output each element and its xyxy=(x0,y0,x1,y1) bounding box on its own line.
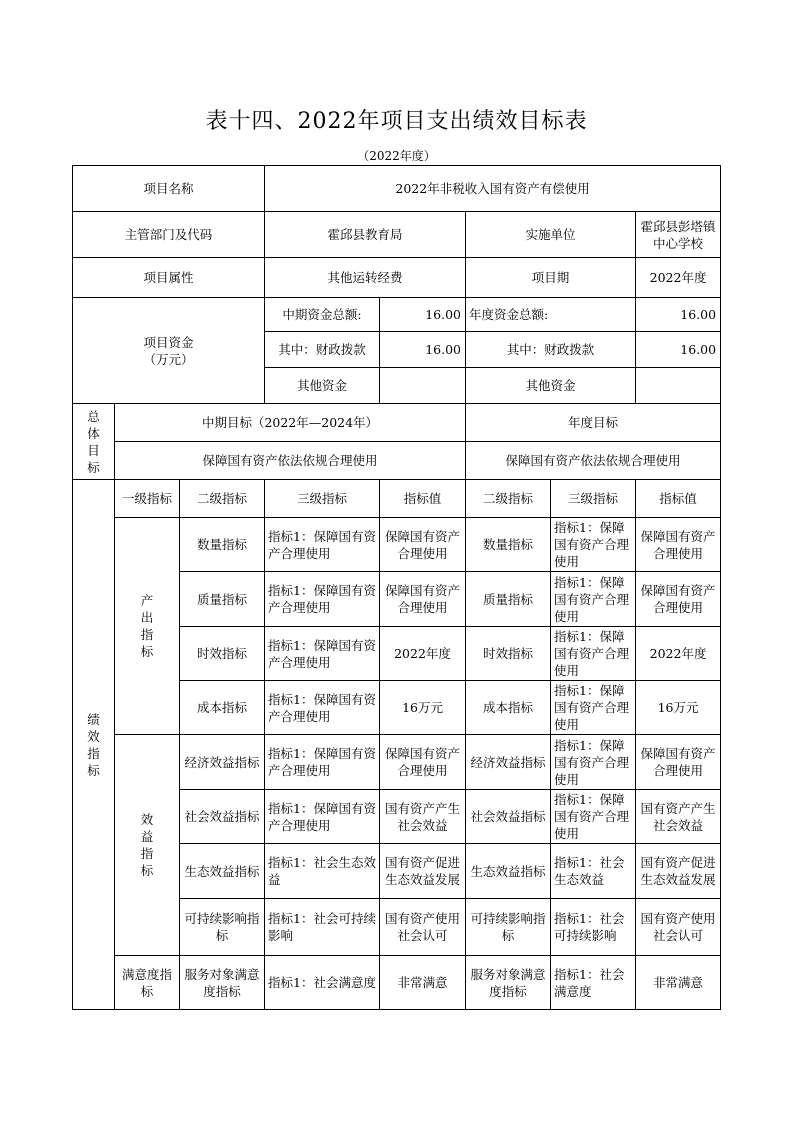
row-year-value: 国有资产产生社会效益 xyxy=(636,790,721,844)
table-row xyxy=(73,956,721,1010)
funds-label xyxy=(73,298,265,404)
satisfaction-group-label: 满意度指标 xyxy=(115,956,180,1010)
year-other-value xyxy=(636,368,721,404)
row-value: 16万元 xyxy=(380,681,466,735)
year-goal-text: 保障国有资产依法依规合理使用 xyxy=(466,442,721,480)
row-year-level3: 指标1：保障国有资产合理使用 xyxy=(551,518,636,572)
row-level2: 数量指标 xyxy=(180,518,265,572)
output-group-label: 产 出 指 标 xyxy=(115,518,180,735)
mid-fiscal-label: 其中：财政拨款 xyxy=(265,332,380,368)
year-total-label: 年度资金总额: xyxy=(466,298,636,332)
row-value: 国有资产产生社会效益 xyxy=(380,790,466,844)
table-row xyxy=(73,404,721,442)
row-year-value: 保障国有资产合理使用 xyxy=(636,735,721,790)
row-year-level2: 可持续影响指标 xyxy=(466,899,551,956)
year-fiscal-value: 16.00 xyxy=(636,332,721,368)
row-year-level3: 指标1：保障国有资产合理使用 xyxy=(551,790,636,844)
mid-fiscal-value: 16.00 xyxy=(380,332,466,368)
table-row xyxy=(73,442,721,480)
row-year-level3: 指标1：社会可持续影响 xyxy=(551,899,636,956)
row-level3: 指标1：社会满意度 xyxy=(265,956,380,1010)
row-level3: 指标1：保障国有资产合理使用 xyxy=(265,735,380,790)
year-other-label: 其他资金 xyxy=(466,368,636,404)
project-name-label: 项目名称 xyxy=(73,166,265,212)
row-year-value: 保障国有资产合理使用 xyxy=(636,572,721,627)
year-goal-header: 年度目标 xyxy=(466,404,721,442)
table-row xyxy=(73,166,721,212)
row-year-level2: 成本指标 xyxy=(466,681,551,735)
header-level2: 二级指标 xyxy=(180,480,265,518)
row-level2: 服务对象满意度指标 xyxy=(180,956,265,1010)
table-row xyxy=(73,480,721,518)
row-year-level3: 指标1：保障国有资产合理使用 xyxy=(551,627,636,681)
row-level3: 指标1：保障国有资产合理使用 xyxy=(265,518,380,572)
row-year-value: 保障国有资产合理使用 xyxy=(636,518,721,572)
funds-label-line2: （万元） xyxy=(143,351,194,367)
row-level3: 指标1：保障国有资产合理使用 xyxy=(265,572,380,627)
attr-value: 其他运转经费 xyxy=(265,258,466,298)
header-year-level2: 二级指标 xyxy=(466,480,551,518)
row-level3: 指标1：保障国有资产合理使用 xyxy=(265,790,380,844)
row-year-value: 国有资产使用社会认可 xyxy=(636,899,721,956)
period-label: 项目期 xyxy=(466,258,636,298)
row-level3: 指标1：社会生态效益 xyxy=(265,844,380,899)
row-level2: 可持续影响指标 xyxy=(180,899,265,956)
header-level3: 三级指标 xyxy=(265,480,380,518)
header-year-level3: 三级指标 xyxy=(551,480,636,518)
period-value: 2022年度 xyxy=(636,258,721,298)
dept-value: 霍邱县教育局 xyxy=(265,212,466,258)
header-value: 指标值 xyxy=(380,480,466,518)
funds-label-line1: 项目资金 xyxy=(143,334,194,350)
row-level3: 指标1：社会可持续影响 xyxy=(265,899,380,956)
row-value: 非常满意 xyxy=(380,956,466,1010)
mid-total-value: 16.00 xyxy=(380,298,466,332)
row-year-level2: 质量指标 xyxy=(466,572,551,627)
table-row xyxy=(73,518,721,572)
row-year-level3: 指标1：保障国有资产合理使用 xyxy=(551,735,636,790)
year-total-value: 16.00 xyxy=(636,298,721,332)
row-level3: 指标1：保障国有资产合理使用 xyxy=(265,627,380,681)
year-fiscal-label: 其中：财政拨款 xyxy=(466,332,636,368)
row-year-level3: 指标1：保障国有资产合理使用 xyxy=(551,681,636,735)
row-level2: 社会效益指标 xyxy=(180,790,265,844)
project-name-value: 2022年非税收入国有资产有偿使用 xyxy=(265,166,721,212)
row-year-level2: 数量指标 xyxy=(466,518,551,572)
table-row xyxy=(73,735,721,790)
row-year-level3: 指标1：社会生态效益 xyxy=(551,844,636,899)
row-year-value: 2022年度 xyxy=(636,627,721,681)
dept-label: 主管部门及代码 xyxy=(73,212,265,258)
mid-total-label: 中期资金总额: xyxy=(265,298,380,332)
mid-goal-text: 保障国有资产依法依规合理使用 xyxy=(115,442,466,480)
row-year-level3: 指标1：社会满意度 xyxy=(551,956,636,1010)
mid-other-label: 其他资金 xyxy=(265,368,380,404)
benefit-group-label: 效 益 指 标 xyxy=(115,735,180,956)
row-value: 保障国有资产合理使用 xyxy=(380,518,466,572)
row-level2: 时效指标 xyxy=(180,627,265,681)
row-year-value: 16万元 xyxy=(636,681,721,735)
row-year-level2: 社会效益指标 xyxy=(466,790,551,844)
table-row xyxy=(73,258,721,298)
row-year-level2: 生态效益指标 xyxy=(466,844,551,899)
perf-indicator-label: 绩 效 指 标 xyxy=(73,480,115,1010)
row-level2: 质量指标 xyxy=(180,572,265,627)
header-level1: 一级指标 xyxy=(115,480,180,518)
row-year-level2: 服务对象满意度指标 xyxy=(466,956,551,1010)
performance-goal-table xyxy=(72,165,721,1010)
row-value: 国有资产使用社会认可 xyxy=(380,899,466,956)
row-level2: 经济效益指标 xyxy=(180,735,265,790)
row-year-value: 国有资产促进生态效益发展 xyxy=(636,844,721,899)
row-year-level2: 时效指标 xyxy=(466,627,551,681)
attr-label: 项目属性 xyxy=(73,258,265,298)
overall-goal-label: 总 体 目 标 xyxy=(73,404,115,480)
row-year-value: 非常满意 xyxy=(636,956,721,1010)
row-value: 2022年度 xyxy=(380,627,466,681)
unit-label: 实施单位 xyxy=(466,212,636,258)
page-subtitle: （2022年度） xyxy=(357,149,436,163)
row-year-level2: 经济效益指标 xyxy=(466,735,551,790)
table-row xyxy=(73,298,721,332)
mid-goal-header: 中期目标（2022年—2024年） xyxy=(115,404,466,442)
mid-other-value xyxy=(380,368,466,404)
row-level2: 生态效益指标 xyxy=(180,844,265,899)
row-level2: 成本指标 xyxy=(180,681,265,735)
table-row xyxy=(73,212,721,258)
header-year-value: 指标值 xyxy=(636,480,721,518)
row-year-level3: 指标1：保障国有资产合理使用 xyxy=(551,572,636,627)
row-value: 保障国有资产合理使用 xyxy=(380,572,466,627)
unit-value: 霍邱县彭塔镇中心学校 xyxy=(636,212,721,258)
row-value: 国有资产促进生态效益发展 xyxy=(380,844,466,899)
page-title: 表十四、2022年项目支出绩效目标表 xyxy=(205,109,588,134)
row-level3: 指标1：保障国有资产合理使用 xyxy=(265,681,380,735)
row-value: 保障国有资产合理使用 xyxy=(380,735,466,790)
